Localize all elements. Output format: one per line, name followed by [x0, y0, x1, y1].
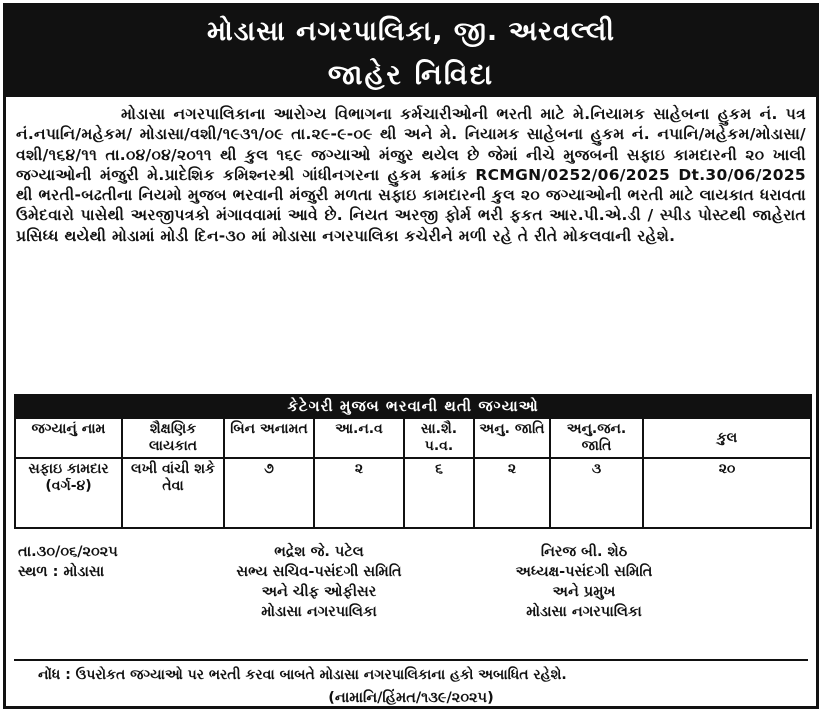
col-header-sebc: સા.શૈ. પ.વ. [404, 418, 474, 458]
notice-reference: (નામાનિ/હિંમત/૧૩૯/૨૦૨૫) [328, 690, 494, 706]
right-signatory-role: અધ્યક્ષ-પસંદગી સમિતિ [515, 564, 653, 580]
cell-unreserved: ૭ [224, 458, 314, 528]
table-caption: કેટેગરી મુજબ ભરવાની થતી જગ્યાઓ [15, 395, 811, 418]
left-signatory-role2: અને ચીફ ઓફીસર [261, 584, 377, 600]
left-signatory-name: ભદ્રેશ જે. પટેલ [274, 544, 364, 560]
cell-total: ૨૦ [643, 458, 811, 528]
col-header-qualification: શૈક્ષણિક લાયકાત [122, 418, 224, 458]
col-header-sc: અનુ. જાતિ [474, 418, 550, 458]
table-row [15, 458, 811, 528]
notice-body-text: મોડાસા નગરપાલિકાના આરોગ્ય વિભાગના કર્મચારીઓની ભરતી માટે મે.નિયામક સાહેબના હુકમ નં. પત્ર નં.નપાનિ/મહેકમ/ મોડાસા/વશી/૧૯૩૧/૦૯ તા.૨૯-૯-૦૯ થી અને મે. નિયામક સાહેબના હુકમ નં. નપાનિ/મહેકમ/મોડાસા/ વશી/૧૬૪/૧૧ તા.૦૪/૦૪/૨૦૧૧ થી કુલ ૧૬૯ જગ્યાઓ મંજુર થયેલ છે જેમાં નીચે મુજબની સફાઇ કામદારની ૨૦ ખાલી જગ્યાઓની મંજુરી મે.પ્રાદેશિક કમિશ્નરશ્રી ગાંધીનગરના હુકમ ક્રમાંક RCMGN/0252/06/2025 Dt.30/06/2025 થી ભરતી-બઢતીના નિયમો મુજબ ભરવાની મંજુરી મળતા સફાઇ કામદારની કુલ ૨૦ જગ્યાઓની ભરતી માટે લાયકાત ધરાવતા ઉમેદવારો પાસેથી અરજીપત્રકો મંગાવવામાં આવે છે. નિયત અરજી ફોર્મ ભરી ફકત આર.પી.એ.ડી / સ્પીડ પોસ્ટથી જાહેરાત પ્રસિધ્ધ થયેથી મોડામાં મોડી દિન-૩૦ માં મોડાસા નગરપાલિકા કચેરીને મળી રહે તે રીતે મોકલવાની રહેશે. [16, 105, 806, 245]
right-signatory-name: નિરજ બી. શેઠ [540, 544, 628, 560]
notice-header [6, 6, 816, 97]
vacancy-table [14, 394, 812, 529]
date-place-block [18, 542, 118, 582]
notice-date: તા.૩૦/૦૬/૨૦૨૫ [18, 544, 118, 560]
notice-subtitle: જાહેર નિવિદા [327, 58, 495, 91]
col-header-ews: આ.ન.વ [314, 418, 404, 458]
right-signatory-role2: અને પ્રમુખ [552, 584, 616, 600]
left-signatory-org: મોડાસા નગરપાલિકા [261, 604, 377, 620]
cell-sebc: ૬ [404, 458, 474, 528]
cell-ews: ૨ [314, 458, 404, 528]
notice-frame [3, 3, 819, 709]
col-header-post: જગ્યાનું નામ [15, 418, 122, 458]
cell-st: ૩ [550, 458, 643, 528]
notice-title: મોડાસા નગરપાલિકા, જી. અરવલ્લી [206, 16, 616, 47]
col-header-st: અનુ.જન. જાતિ [550, 418, 643, 458]
table-header-row [15, 418, 811, 458]
col-header-total: કુલ [643, 418, 811, 458]
right-signatory [474, 542, 694, 622]
col-header-unreserved: બિન અનામત [224, 418, 314, 458]
notice-note: નોંધ : ઉપરોકત જગ્યાઓ પર ભરતી કરવા બાબતે મોડાસા નગરપાલિકાના હકો અબાધિત રહેશે. [14, 659, 808, 683]
left-signatory [194, 542, 444, 622]
left-signatory-role: સભ્ય સચિવ-પસંદગી સમિતિ [236, 564, 402, 580]
cell-post: સફાઇ કામદાર (વર્ગ-૪) [15, 458, 122, 528]
notice-place: સ્થળ : મોડાસા [18, 564, 105, 580]
notice-body [16, 104, 806, 246]
cell-qualification: લખી વાંચી શકે તેવા [122, 458, 224, 528]
cell-sc: ૨ [474, 458, 550, 528]
right-signatory-org: મોડાસા નગરપાલિકા [526, 604, 642, 620]
